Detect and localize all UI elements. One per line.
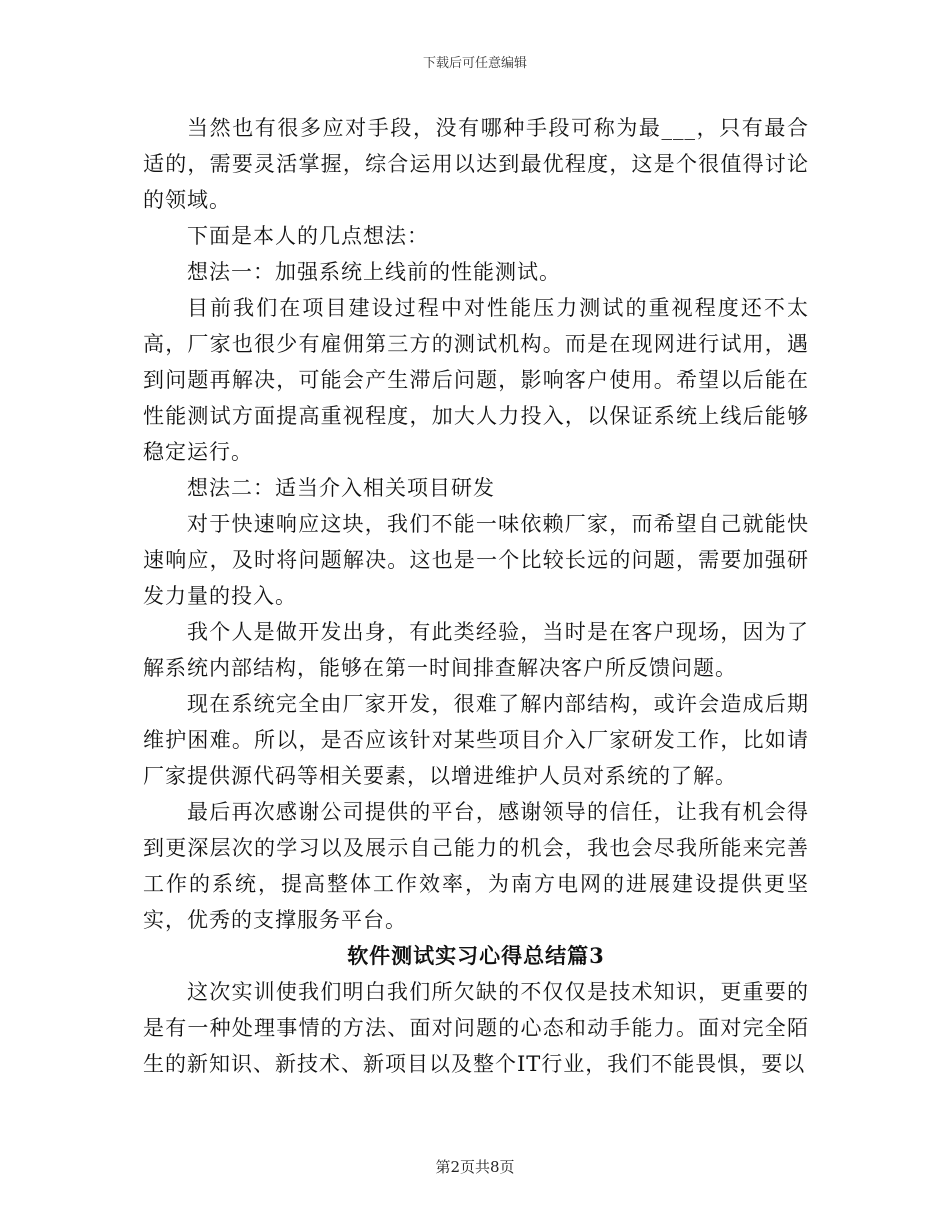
- paragraph: 当然也有很多应对手段，没有哪种手段可称为最___，只有最合适的，需要灵活掌握，综合运用以达到最优程度，这是个很值得讨论的领域。: [143, 116, 809, 212]
- section-heading: 软件测试实习心得总结篇3: [347, 943, 605, 968]
- page-footer: 第2页共8页: [435, 1158, 515, 1176]
- paragraph: 想法一：加强系统上线前的性能测试。: [187, 260, 561, 284]
- document-body: [143, 110, 809, 1082]
- paragraph: 对于快速响应这块，我们不能一味依赖厂家，而希望自己就能快速响应，及时将问题解决。这也是一个比较长远的问题，需要加强研发力量的投入。: [143, 512, 809, 608]
- paragraph: 想法二：适当介入相关项目研发: [187, 476, 495, 500]
- paragraph: 这次实训使我们明白我们所欠缺的不仅仅是技术知识，更重要的是有一种处理事情的方法、面对问题的心态和动手能力。面对完全陌生的新知识、新技术、新项目以及整个IT行业，我们不能畏惧，要以: [143, 980, 809, 1076]
- page-header: 下载后可任意编辑: [422, 56, 527, 71]
- paragraph: 目前我们在项目建设过程中对性能压力测试的重视程度还不太高，厂家也很少有雇佣第三方的测试机构。而是在现网进行试用，遇到问题再解决，可能会产生滞后问题，影响客户使用。希望以后能在性能测试方面提高重视程度，加大人力投入，以保证系统上线后能够稳定运行。: [143, 296, 809, 464]
- paragraph: 现在系统完全由厂家开发，很难了解内部结构，或许会造成后期维护困难。所以，是否应该针对某些项目介入厂家研发工作，比如请厂家提供源代码等相关要素，以增进维护人员对系统的了解。: [143, 692, 809, 788]
- paragraph: 我个人是做开发出身，有此类经验，当时是在客户现场，因为了解系统内部结构，能够在第一时间排查解决客户所反馈问题。: [143, 620, 809, 680]
- paragraph: 下面是本人的几点想法：: [187, 224, 429, 248]
- paragraph: 最后再次感谢公司提供的平台，感谢领导的信任，让我有机会得到更深层次的学习以及展示自己能力的机会，我也会尽我所能来完善工作的系统，提高整体工作效率，为南方电网的进展建设提供更坚实，优秀的支撑服务平台。: [143, 800, 809, 932]
